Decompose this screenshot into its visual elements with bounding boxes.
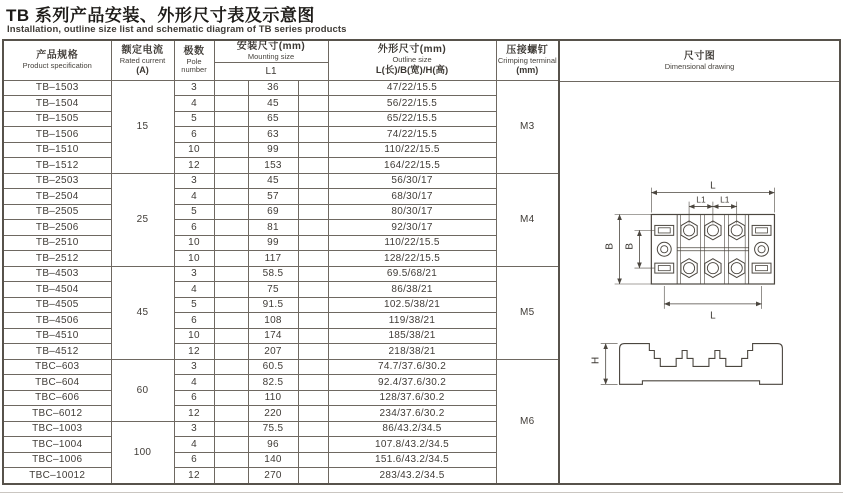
pole-cell: 4 xyxy=(174,282,214,298)
outline-cell: 92.4/37.6/30.2 xyxy=(328,375,496,391)
mounting-spacer-cell xyxy=(214,359,248,375)
header-product: 产品规格 Product specification xyxy=(3,40,111,80)
table-row xyxy=(3,421,559,437)
mounting-spacer-cell xyxy=(298,204,328,220)
rated-current-cell: 100 xyxy=(111,421,174,484)
product-cell: TBC–1003 xyxy=(3,421,111,437)
pole-cell: 10 xyxy=(174,328,214,344)
mounting-spacer-cell xyxy=(214,142,248,158)
product-cell: TB–1510 xyxy=(3,142,111,158)
pole-cell: 5 xyxy=(174,297,214,313)
table-row xyxy=(3,96,559,112)
outline-cell: 47/22/15.5 xyxy=(328,80,496,96)
table-row xyxy=(3,173,559,189)
l1-cell: 174 xyxy=(248,328,298,344)
mounting-spacer-cell xyxy=(298,313,328,329)
l1-cell: 57 xyxy=(248,189,298,205)
dim-label-l-bottom: L xyxy=(710,310,716,322)
mounting-spacer-cell xyxy=(298,282,328,298)
l1-cell: 82.5 xyxy=(248,375,298,391)
outline-cell: 56/30/17 xyxy=(328,173,496,189)
mounting-spacer-cell xyxy=(298,142,328,158)
pole-cell: 10 xyxy=(174,235,214,251)
rated-current-cell: 60 xyxy=(111,359,174,421)
outline-cell: 151.6/43.2/34.5 xyxy=(328,452,496,468)
top-view-dimensions xyxy=(615,188,775,309)
table-row xyxy=(3,235,559,251)
mounting-spacer-cell xyxy=(298,111,328,127)
pole-cell: 3 xyxy=(174,266,214,282)
mounting-spacer-cell xyxy=(298,437,328,453)
table-row xyxy=(3,251,559,267)
table-row xyxy=(3,282,559,298)
l1-cell: 110 xyxy=(248,390,298,406)
mounting-spacer-cell xyxy=(298,220,328,236)
product-cell: TBC–10012 xyxy=(3,468,111,484)
table-row xyxy=(3,266,559,282)
pole-cell: 3 xyxy=(174,80,214,96)
product-cell: TB–4504 xyxy=(3,282,111,298)
header-mounting-size: 安装尺寸(mm) Mounting size xyxy=(214,40,328,62)
table-row xyxy=(3,111,559,127)
mounting-spacer-cell xyxy=(214,127,248,143)
table-body xyxy=(3,80,559,484)
table-row xyxy=(3,406,559,422)
dim-label-b-inner: B xyxy=(624,242,636,250)
mounting-spacer-cell xyxy=(214,173,248,189)
l1-cell: 220 xyxy=(248,406,298,422)
l1-cell: 75.5 xyxy=(248,421,298,437)
outline-cell: 218/38/21 xyxy=(328,344,496,360)
dim-label-h: H xyxy=(590,356,602,365)
l1-cell: 99 xyxy=(248,235,298,251)
table-row xyxy=(3,142,559,158)
mounting-spacer-cell xyxy=(298,328,328,344)
product-cell: TB–1506 xyxy=(3,127,111,143)
product-cell: TB–4505 xyxy=(3,297,111,313)
mounting-spacer-cell xyxy=(298,173,328,189)
spec-table xyxy=(2,39,560,485)
outline-cell: 102.5/38/21 xyxy=(328,297,496,313)
product-cell: TB–2503 xyxy=(3,173,111,189)
l1-cell: 58.5 xyxy=(248,266,298,282)
outline-cell: 92/30/17 xyxy=(328,220,496,236)
mounting-spacer-cell xyxy=(298,96,328,112)
outline-cell: 80/30/17 xyxy=(328,204,496,220)
l1-cell: 36 xyxy=(248,80,298,96)
table-row xyxy=(3,127,559,143)
side-view-drawing xyxy=(601,344,783,385)
mounting-spacer-cell xyxy=(298,127,328,143)
product-cell: TBC–1004 xyxy=(3,437,111,453)
outline-cell: 110/22/15.5 xyxy=(328,235,496,251)
l1-cell: 117 xyxy=(248,251,298,267)
mounting-spacer-cell xyxy=(214,421,248,437)
table-row xyxy=(3,328,559,344)
outline-cell: 107.8/43.2/34.5 xyxy=(328,437,496,453)
l1-cell: 96 xyxy=(248,437,298,453)
pole-cell: 6 xyxy=(174,390,214,406)
mounting-spacer-cell xyxy=(298,452,328,468)
l1-cell: 75 xyxy=(248,282,298,298)
dimensional-drawing xyxy=(560,82,839,484)
outline-cell: 128/22/15.5 xyxy=(328,251,496,267)
pole-cell: 6 xyxy=(174,452,214,468)
drawing-column xyxy=(560,39,841,485)
mounting-spacer-cell xyxy=(214,80,248,96)
l1-cell: 207 xyxy=(248,344,298,360)
table-row xyxy=(3,80,559,96)
top-view-drawing xyxy=(651,214,774,284)
table-row xyxy=(3,220,559,236)
table-row xyxy=(3,158,559,174)
l1-cell: 140 xyxy=(248,452,298,468)
table-header xyxy=(3,40,559,80)
mounting-spacer-cell xyxy=(214,313,248,329)
pole-cell: 4 xyxy=(174,189,214,205)
dim-label-l1-left: L1 xyxy=(696,194,706,205)
mounting-spacer-cell xyxy=(214,189,248,205)
dimensional-drawing-svg xyxy=(560,82,839,484)
mounting-spacer-cell xyxy=(214,235,248,251)
outline-cell: 68/30/17 xyxy=(328,189,496,205)
outline-cell: 86/38/21 xyxy=(328,282,496,298)
product-cell: TB–1512 xyxy=(3,158,111,174)
header-outline-size: 外形尺寸(mm) Outline size L(长)/B(宽)/H(高) xyxy=(328,40,496,80)
product-cell: TB–2504 xyxy=(3,189,111,205)
mounting-spacer-cell xyxy=(298,80,328,96)
outline-cell: 283/43.2/34.5 xyxy=(328,468,496,484)
l1-cell: 81 xyxy=(248,220,298,236)
mounting-spacer-cell xyxy=(214,406,248,422)
mounting-spacer-cell xyxy=(298,251,328,267)
outline-cell: 56/22/15.5 xyxy=(328,96,496,112)
mounting-spacer-cell xyxy=(298,297,328,313)
product-cell: TB–1505 xyxy=(3,111,111,127)
product-cell: TB–2512 xyxy=(3,251,111,267)
pole-cell: 12 xyxy=(174,468,214,484)
pole-cell: 6 xyxy=(174,313,214,329)
pole-cell: 6 xyxy=(174,220,214,236)
pole-cell: 5 xyxy=(174,111,214,127)
product-cell: TB–4510 xyxy=(3,328,111,344)
l1-cell: 45 xyxy=(248,173,298,189)
mounting-spacer-cell xyxy=(214,452,248,468)
outline-cell: 185/38/21 xyxy=(328,328,496,344)
outline-cell: 128/37.6/30.2 xyxy=(328,390,496,406)
mounting-spacer-cell xyxy=(298,406,328,422)
l1-cell: 153 xyxy=(248,158,298,174)
mounting-spacer-cell xyxy=(214,204,248,220)
table-row xyxy=(3,359,559,375)
l1-cell: 91.5 xyxy=(248,297,298,313)
mounting-spacer-cell xyxy=(214,111,248,127)
l1-cell: 69 xyxy=(248,204,298,220)
header-pole-number: 极数 Pole number xyxy=(174,40,214,80)
dim-label-l-top: L xyxy=(710,180,716,192)
l1-cell: 270 xyxy=(248,468,298,484)
crimping-cell: M3 xyxy=(496,80,559,173)
table-row xyxy=(3,375,559,391)
outline-cell: 110/22/15.5 xyxy=(328,142,496,158)
mounting-spacer-cell xyxy=(214,251,248,267)
table-row xyxy=(3,313,559,329)
mounting-spacer-cell xyxy=(214,344,248,360)
pole-cell: 12 xyxy=(174,158,214,174)
header-dimensional-drawing: 尺寸图 Dimensional drawing xyxy=(560,41,839,82)
table-row xyxy=(3,390,559,406)
product-cell: TB–2510 xyxy=(3,235,111,251)
product-cell: TBC–606 xyxy=(3,390,111,406)
dim-label-l1-right: L1 xyxy=(720,194,730,205)
page-title: TB 系列产品安装、外形尺寸表及示意图 xyxy=(6,6,315,25)
mounting-spacer-cell xyxy=(298,189,328,205)
table-row xyxy=(3,468,559,484)
pole-cell: 4 xyxy=(174,375,214,391)
outline-cell: 234/37.6/30.2 xyxy=(328,406,496,422)
l1-cell: 63 xyxy=(248,127,298,143)
l1-cell: 108 xyxy=(248,313,298,329)
rated-current-cell: 25 xyxy=(111,173,174,266)
product-cell: TBC–1006 xyxy=(3,452,111,468)
mounting-spacer-cell xyxy=(298,468,328,484)
mounting-spacer-cell xyxy=(214,96,248,112)
pole-cell: 4 xyxy=(174,437,214,453)
pole-cell: 12 xyxy=(174,406,214,422)
outline-cell: 69.5/68/21 xyxy=(328,266,496,282)
l1-cell: 60.5 xyxy=(248,359,298,375)
l1-cell: 65 xyxy=(248,111,298,127)
table-row xyxy=(3,344,559,360)
pole-cell: 12 xyxy=(174,344,214,360)
mounting-spacer-cell xyxy=(298,375,328,391)
mounting-spacer-cell xyxy=(214,220,248,236)
dim-label-b-outer: B xyxy=(604,242,616,250)
crimping-cell: M4 xyxy=(496,173,559,266)
table-row xyxy=(3,204,559,220)
pole-cell: 6 xyxy=(174,127,214,143)
mounting-spacer-cell xyxy=(298,344,328,360)
mounting-spacer-cell xyxy=(214,282,248,298)
mounting-spacer-cell xyxy=(214,375,248,391)
page-subtitle: Installation, outline size list and schematic diagram of TB series products xyxy=(7,24,347,35)
mounting-spacer-cell xyxy=(298,359,328,375)
rated-current-cell: 45 xyxy=(111,266,174,359)
outline-cell: 65/22/15.5 xyxy=(328,111,496,127)
product-cell: TB–1504 xyxy=(3,96,111,112)
header-rated-current: 额定电流 Rated current (A) xyxy=(111,40,174,80)
product-cell: TB–4506 xyxy=(3,313,111,329)
pole-cell: 5 xyxy=(174,204,214,220)
pole-cell: 3 xyxy=(174,173,214,189)
product-cell: TB–1503 xyxy=(3,80,111,96)
rated-current-cell: 15 xyxy=(111,80,174,173)
product-cell: TB–4512 xyxy=(3,344,111,360)
pole-cell: 4 xyxy=(174,96,214,112)
mounting-spacer-cell xyxy=(298,390,328,406)
crimping-cell: M6 xyxy=(496,359,559,484)
table-row xyxy=(3,452,559,468)
pole-cell: 3 xyxy=(174,359,214,375)
mounting-spacer-cell xyxy=(214,437,248,453)
header-l1: L1 xyxy=(214,62,328,80)
table-row xyxy=(3,437,559,453)
mounting-spacer-cell xyxy=(214,328,248,344)
product-cell: TB–2506 xyxy=(3,220,111,236)
table-row xyxy=(3,189,559,205)
l1-cell: 99 xyxy=(248,142,298,158)
mounting-spacer-cell xyxy=(214,297,248,313)
mounting-spacer-cell xyxy=(298,421,328,437)
header-crimping-terminal: 压接螺钉 Crimping terminal (mm) xyxy=(496,40,559,80)
mounting-spacer-cell xyxy=(298,158,328,174)
product-cell: TB–2505 xyxy=(3,204,111,220)
mounting-spacer-cell xyxy=(298,266,328,282)
product-cell: TB–4503 xyxy=(3,266,111,282)
outline-cell: 164/22/15.5 xyxy=(328,158,496,174)
table-row xyxy=(3,297,559,313)
pole-cell: 10 xyxy=(174,142,214,158)
product-cell: TBC–604 xyxy=(3,375,111,391)
pole-cell: 3 xyxy=(174,421,214,437)
outline-cell: 119/38/21 xyxy=(328,313,496,329)
outline-cell: 74.7/37.6/30.2 xyxy=(328,359,496,375)
l1-cell: 45 xyxy=(248,96,298,112)
page-bottom-rule xyxy=(0,492,843,493)
mounting-spacer-cell xyxy=(214,468,248,484)
crimping-cell: M5 xyxy=(496,266,559,359)
mounting-spacer-cell xyxy=(214,158,248,174)
product-cell: TBC–603 xyxy=(3,359,111,375)
pole-cell: 10 xyxy=(174,251,214,267)
mounting-spacer-cell xyxy=(214,266,248,282)
outline-cell: 86/43.2/34.5 xyxy=(328,421,496,437)
mounting-spacer-cell xyxy=(298,235,328,251)
product-cell: TBC–6012 xyxy=(3,406,111,422)
mounting-spacer-cell xyxy=(214,390,248,406)
outline-cell: 74/22/15.5 xyxy=(328,127,496,143)
